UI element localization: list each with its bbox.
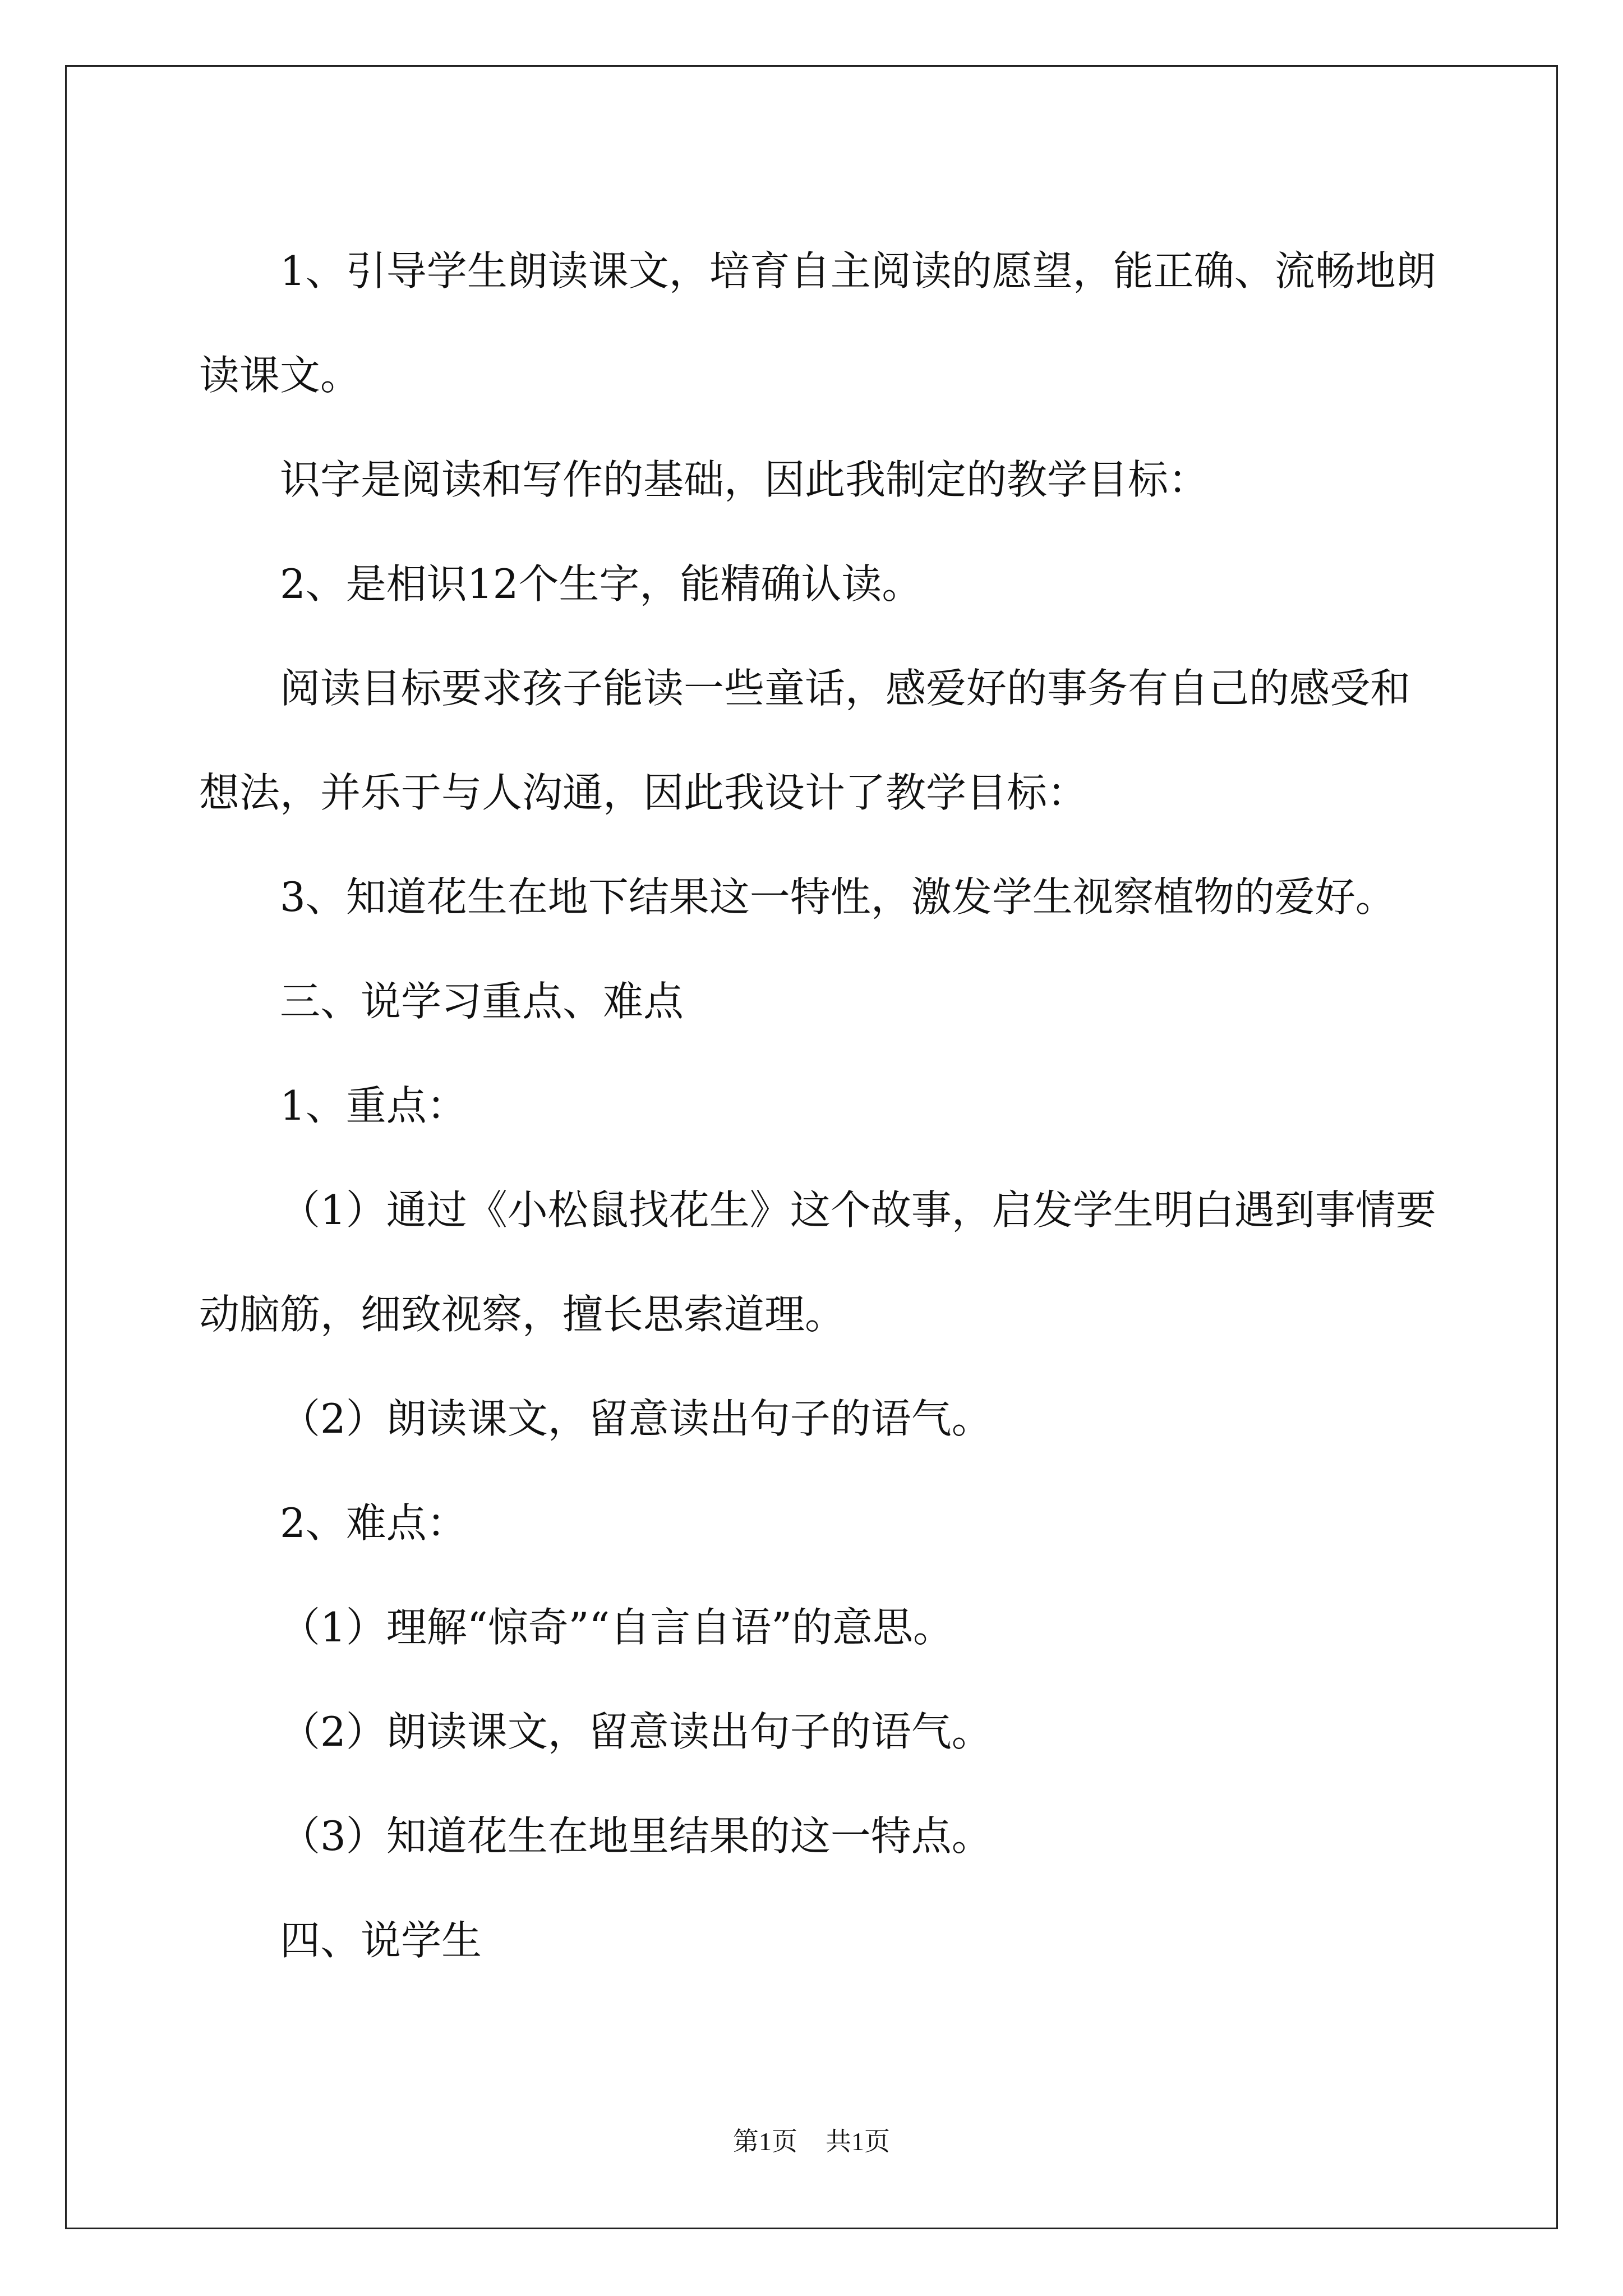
paragraph: （2）朗读课文，留意读出句子的语气。 xyxy=(280,1395,992,1442)
section-heading: 四、说学生 xyxy=(280,1917,482,1964)
paragraph: 动脑筋，细致视察，擅长思索道理。 xyxy=(199,1291,846,1338)
page-total: 共1页 xyxy=(826,2127,890,2156)
paragraph: 识字是阅读和写作的基础，因此我制定的教学目标： xyxy=(280,456,1209,503)
paragraph: 阅读目标要求孩子能读一些童话，感爱好的事务有自己的感受和 xyxy=(280,665,1411,712)
paragraph: 3、知道花生在地下结果这一特性，激发学生视察植物的爱好。 xyxy=(280,873,1396,921)
section-heading: 三、说学习重点、难点 xyxy=(280,978,684,1025)
subheading: 1、重点： xyxy=(280,1082,467,1129)
paragraph: 1、引导学生朗读课文，培育自主阅读的愿望，能正确、流畅地朗 xyxy=(280,247,1436,295)
document-body xyxy=(199,219,1436,1993)
paragraph: 读课文。 xyxy=(199,352,361,399)
page-footer xyxy=(0,2125,1623,2159)
page-number: 第1页 xyxy=(733,2127,797,2156)
paragraph: （1）通过《小松鼠找花生》这个故事，启发学生明白遇到事情要 xyxy=(280,1186,1436,1234)
paragraph: 想法，并乐于与人沟通，因此我设计了教学目标： xyxy=(199,769,1088,816)
subheading: 2、难点： xyxy=(280,1499,467,1547)
paragraph: （3）知道花生在地里结果的这一特点。 xyxy=(280,1812,992,1860)
paragraph: （2）朗读课文，留意读出句子的语气。 xyxy=(280,1708,992,1755)
paragraph: （1）理解“惊奇”“自言自语”的意思。 xyxy=(280,1604,954,1651)
paragraph: 2、是相识12个生字，能精确认读。 xyxy=(280,560,923,608)
